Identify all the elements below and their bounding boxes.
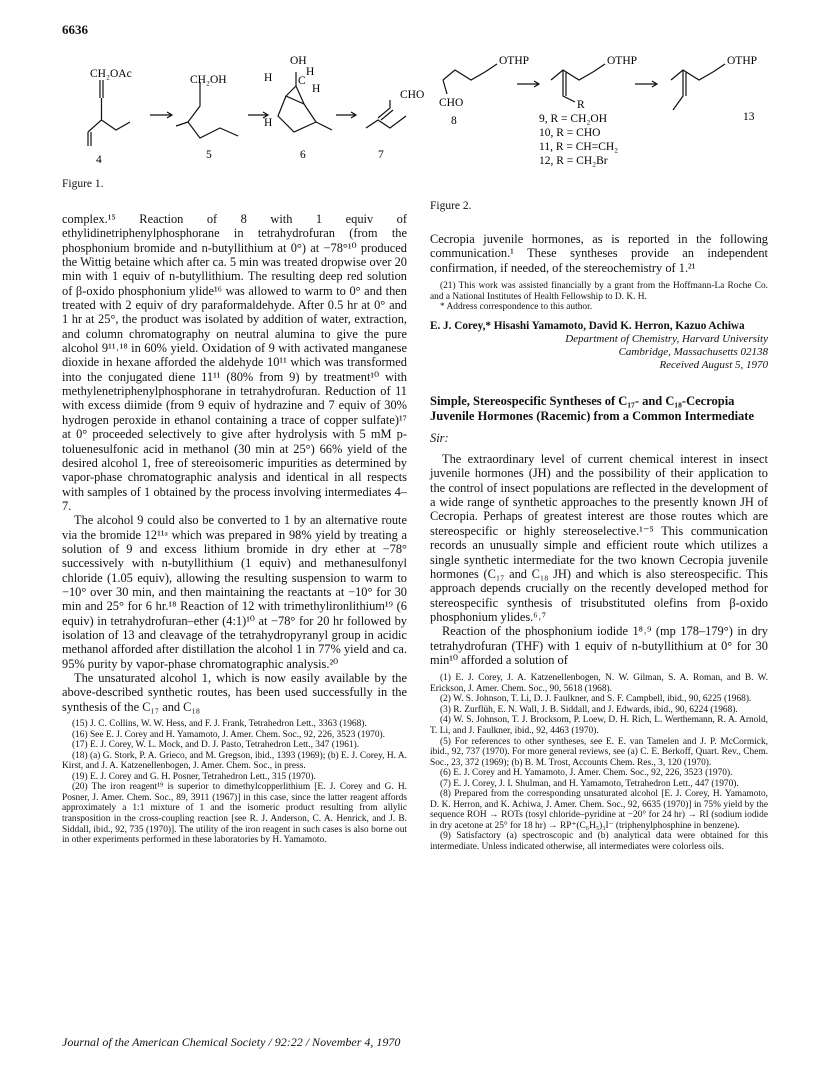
right-paragraph-1: Cecropia juvenile hormones, as is reported in the following communication.¹ These syntheses provide an independent confirmation, if needed, of the stereochemistry of 1.²¹: [430, 232, 768, 275]
arrow-3: [336, 112, 356, 118]
footnote: (5) For references to other syntheses, see E. E. van Tamelen and J. P. McCormick, ibid., 92, 737 (1970). For more general reviews, see (a) C. E. Berkoff, Quart. Rev., Chem. Soc., 23, 372 (1969); (b) B. M. Trost, Accounts Chem. Res., 3, 120 (1970).: [430, 736, 768, 768]
compound-number-8: 8: [451, 115, 457, 127]
left-column: [62, 212, 407, 846]
compound-7-skeleton: [366, 100, 406, 128]
footnote: (4) W. S. Johnson, T. J. Brocksom, P. Loew, D. H. Rich, L. Werthemann, R. A. Arnold, T. Li, and J. Faulkner, ibid., 92, 4463 (1970).: [430, 715, 768, 736]
received-date: Received August 5, 1970: [659, 359, 768, 372]
r-list-item: 12, R = CH₂Br: [539, 155, 608, 167]
figure-2-scheme: [425, 50, 785, 185]
label-h-low: H: [264, 117, 273, 129]
left-paragraph-3: The unsaturated alcohol 1, which is now easily available by the above-described synthetic routes, has been used successfully in the synthesis of the C₁₇ and C₁₈: [62, 671, 407, 714]
arrow-4: [517, 81, 539, 87]
label-ch2oh: CH₂OH: [190, 74, 227, 86]
footnote: (8) Prepared from the corresponding unsaturated alcohol [E. J. Corey, H. Yamamoto, D. K. Herron, and K. Achiwa, J. Amer. Chem. Soc., 92, 6635 (1970)] in 75% yield by the sequence ROH → ROTs (tosyl chloride–pyridine at −20° for 24 hr) → RI (sodium iodide in dry acetone at 25° for 18 hr) → RP⁺(C₆H₅)₃I⁻ (triphenylphosphine in benzene).: [430, 789, 768, 831]
figure-1-caption: Figure 1.: [62, 178, 104, 190]
label-h-top: H: [264, 72, 273, 84]
footnote: (15) J. C. Collins, W. W. Hess, and F. J. Frank, Tetrahedron Lett., 3363 (1968).: [72, 719, 367, 730]
authors: E. J. Corey,* Hisashi Yamamoto, David K. Herron, Kazuo Achiwa: [430, 319, 745, 332]
r-list-item: 10, R = CHO: [539, 127, 601, 139]
left-paragraph-1: complex.¹⁵ Reaction of 8 with 1 equiv of ethylidinetriphenylphosphorane in tetrahydrofuran (from the phosphonium bromide and n-butyllithium at 0°) at −78°¹⁰ produced the Wittig betaine which after ca. 5 min was treated dropwise over 20 min with 1 equiv of n-butyllithium. The resulting deep red solution of β-oxido phosphonium ylide¹⁶ was allowed to warm to 0° and then treated with 2 equiv of dry paraformaldehyde. After 0.5 hr at 0° and 1 hr at 25°, the product was isolated by addition of water, extraction, and column chromatography on neutral alumina to give the pure alcohol 9¹¹˒¹⁸ in 60% yield. Oxidation of 9 with activated manganese dioxide in hexane afforded the aldehyde 10¹¹ which was transformed into the conjugated diene 11¹¹ (80% from 9) by treatment¹⁰ with methylenetriphenylphosphorane in tetrahydrofuran. Reduction of 11 with excess diimide (from 9 equiv of hydrazine and 7 equiv of 30% hydrogen peroxide in ethanol containing a trace of copper sulfate)¹⁷ at 0° proceeded selectively to give after hydrolysis with 5 mM p-toluenesulfonic acid in methanol (30 min at 25°) 66% yield of the desired alcohol 1, free of stereoisomeric impurities as determined by vapor-phase chromatographic analysis and identical in all respects with samples of 1 obtained by the process involving intermediates 4–7.: [62, 212, 407, 513]
footnote: (1) E. J. Corey, J. A. Katzenellenbogen, N. W. Gilman, S. A. Roman, and B. W. Erickson, J. Amer. Chem. Soc., 90, 5618 (1968).: [430, 673, 768, 694]
footnote-21: (21) This work was assisted financially by a grant from the Hoffmann-La Roche Co. and a National Institutes of Health Fellowship to D. K. H.: [430, 281, 768, 302]
footnote-address: * Address correspondence to this author.: [440, 302, 593, 313]
compound-number-6: 6: [300, 149, 306, 161]
right-paragraph-2: The extraordinary level of current chemical interest in insect juvenile hormones (JH) and the possibility of their application to the control of insect populations are reflected in the development of a wide range of synthetic approaches to the presently known JH of Cecropia. Perhaps of greatest interest are those routes which are stereospecific or highly stereoselective.¹⁻⁵ This communication records an unusually simple and efficient route which utilizes a single synthetic intermediate for the two known Cecropia juvenile hormones (C₁₇ and C₁₈ JH) and which is also stereospecific. This approach depends crucially on the recently developed method for stereospecific synthesis of trisubstituted olefins from β-oxido phosphonium ylides.⁶˒⁷: [430, 452, 768, 624]
label-othp-1: OTHP: [499, 55, 530, 67]
label-h-c: H: [306, 66, 315, 78]
compound-number-5: 5: [206, 149, 212, 161]
footnote: (3) R. Zurflüh, E. N. Wall, J. B. Siddall, and J. Edwards, ibid., 90, 6224 (1968).: [440, 704, 738, 715]
label-oh: OH: [290, 55, 307, 67]
footnote: (9) Satisfactory (a) spectroscopic and (b) analytical data were obtained for this intermediate. Unless indicated otherwise, all intermediates were colorless oils.: [430, 831, 768, 852]
footnote: (20) The iron reagent¹⁹ is superior to dimethylcopperlithium [E. J. Corey and G. H. Posner, J. Amer. Chem. Soc., 89, 3911 (1967)] in this case, since the latter reagent affords approximately a 1:1 mixture of 1 and the isomeric product resulting from allylic transposition in the cross-coupling reaction [see R. J. Anderson, C. A. Henrick, and J. B. Siddall, ibid., 92, 735 (1970)]. The utility of the iron reagent in such cases is also borne out in other experiments performed in these laboratories by H. Yamamoto.: [62, 782, 407, 846]
compound-13-chain: [671, 64, 725, 110]
label-othp-3: OTHP: [727, 55, 758, 67]
label-othp-2: OTHP: [607, 55, 638, 67]
footnote: (2) W. S. Johnson, T. Li, D. J. Faulkner, and S. F. Campbell, ibid., 90, 6225 (1968).: [440, 694, 752, 705]
compound-5-skeleton: [176, 82, 238, 138]
compound-8-cho-bond: [443, 80, 447, 94]
arrow-5: [635, 81, 657, 87]
footnote: (7) E. J. Corey, J. I. Shulman, and H. Yamamoto, Tetrahedron Lett., 447 (1970).: [440, 778, 739, 789]
salutation: Sir:: [430, 431, 449, 446]
footnote: (18) (a) G. Stork, P. A. Grieco, and M. Gregson, ibid., 1393 (1969); (b) E. J. Corey, H. A. Kirst, and J. A. Katzenellenbogen, J. Amer. Chem. Soc., in press.: [62, 750, 407, 772]
label-cho-fig1: CHO: [400, 89, 425, 101]
footnote: (6) E. J. Corey and H. Yamamoto, J. Amer. Chem. Soc., 92, 226, 3523 (1970).: [440, 768, 733, 779]
journal-footer: Journal of the American Chemical Society / 92:22 / November 4, 1970: [62, 1035, 401, 1049]
label-cho-fig2: CHO: [439, 97, 464, 109]
left-paragraph-2: The alcohol 9 could also be converted to 1 by an alternative route via the bromide 12¹¹ᵃ which was prepared in 98% yield by treating a solution of 9 and excess lithium bromide in dry ether at −78° successively with n-butyllithium (1 equiv) and methanesulfonyl chloride (1.05 equiv), allowing the resulting suspension to warm to −10° over 30 min, and then maintaining the reactants at −10° for 30 min and 25° for 6 hr.¹⁸ Reaction of 12 with trimethylironlithium¹⁹ (6 equiv) in tetrahydrofuran–ether (4:1)¹⁰ at −78° for 20 hr followed by isolation of 13 and cleavage of the tetrahydropyranyl group in acidic methanol afforded after distillation the alcohol 1 in 77% yield and ca. 95% purity by vapor-phase chromatographic analysis.²⁰: [62, 513, 407, 671]
label-c: C: [298, 75, 306, 87]
affiliation-department: Department of Chemistry, Harvard University: [565, 332, 768, 345]
compound-8-chain: [443, 64, 497, 80]
affiliation-city: Cambridge, Massachusetts 02138: [618, 345, 768, 358]
compound-number-7: 7: [378, 149, 384, 161]
alkyne-bond: [100, 80, 103, 98]
compound-number-13: 13: [743, 111, 755, 123]
r-list-item: 11, R = CH=CH₂: [539, 141, 619, 153]
arrow-1: [150, 112, 172, 118]
compound-number-4: 4: [96, 154, 102, 166]
figure-2-caption: Figure 2.: [430, 200, 472, 212]
article-title: Simple, Stereospecific Syntheses of C₁₇- and C₁₈-Cecropia Juvenile Hormones (Racemic) from a Common Intermediate: [430, 394, 754, 423]
compound-9-chain: [551, 64, 605, 102]
right-paragraph-3: Reaction of the phosphonium iodide 1⁸˒⁹ (mp 178–179°) in dry tetrahydrofuran (THF) with 1 equiv of n-butyllithium at 0° for 30 min¹⁰ afforded a solution of: [430, 624, 768, 667]
figure-1-scheme: [60, 50, 430, 170]
footnote: (16) See E. J. Corey and H. Yamamoto, J. Amer. Chem. Soc., 92, 226, 3523 (1970).: [72, 729, 385, 740]
r-list-item: 9, R = CH₂OH: [539, 113, 608, 125]
page-number: 6636: [62, 22, 88, 37]
label-r: R: [577, 99, 585, 111]
label-ch2oac: CH₂OAc: [90, 68, 132, 80]
compound-4-skeleton: [88, 98, 130, 146]
footnote: (19) E. J. Corey and G. H. Posner, Tetrahedron Lett., 315 (1970).: [72, 771, 316, 782]
label-h-mid: H: [312, 83, 321, 95]
footnote: (17) E. J. Corey, W. L. Mock, and D. J. Pasto, Tetrahedron Lett., 347 (1961).: [72, 740, 360, 751]
right-column: [430, 232, 768, 853]
